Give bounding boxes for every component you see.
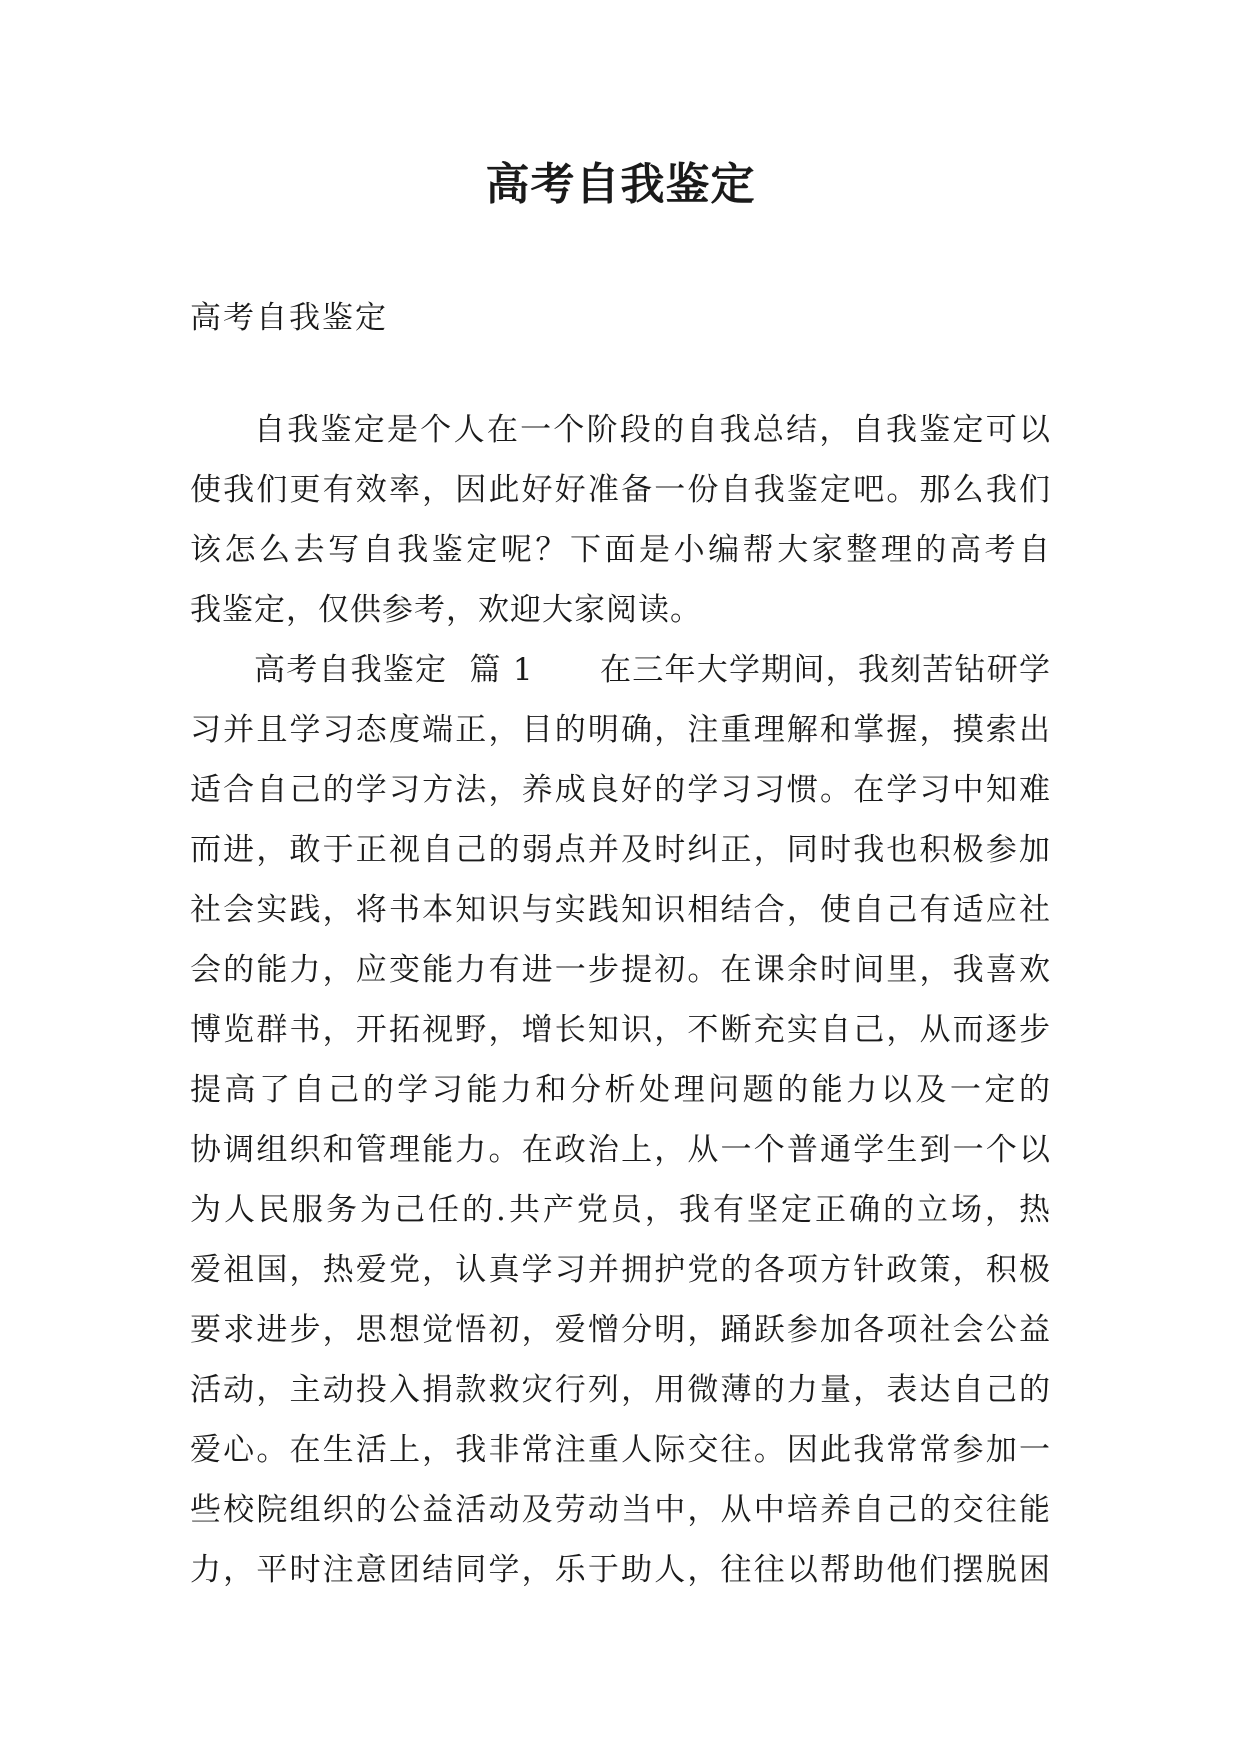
section1-line: 要求进步，思想觉悟初，爱憎分明，踊跃参加各项社会公益: [190, 1312, 1051, 1348]
section1-line: 活动，主动投入捐款救灾行列，用微薄的力量，表达自己的: [190, 1372, 1051, 1408]
section1-line: 协调组织和管理能力。在政治上，从一个普通学生到一个以: [190, 1132, 1051, 1168]
section1-line: 力，平时注意团结同学，乐于助人，往往以帮助他们摆脱困: [190, 1552, 1051, 1588]
section1-line: 爱祖国，热爱党，认真学习并拥护党的各项方针政策，积极: [190, 1252, 1051, 1288]
section1-line: 为人民服务为己任的.共产党员，我有坚定正确的立场，热: [190, 1192, 1051, 1228]
section1-line: 而进，敢于正视自己的弱点并及时纠正，同时我也积极参加: [190, 832, 1051, 868]
intro-line: 自我鉴定是个人在一个阶段的自我总结，自我鉴定可以: [254, 412, 1051, 448]
section1-line: 爱心。在生活上，我非常注重人际交往。因此我常常参加一: [190, 1432, 1051, 1468]
intro-line: 我鉴定，仅供参考，欢迎大家阅读。: [190, 592, 702, 628]
section1-line: 些校院组织的公益活动及劳动当中，从中培养自己的交往能: [190, 1492, 1051, 1528]
section1-line: 高考自我鉴定 篇 1 在三年大学期间，我刻苦钻研学: [254, 652, 1051, 688]
intro-line: 使我们更有效率，因此好好准备一份自我鉴定吧。那么我们: [190, 472, 1051, 508]
section1-line: 提高了自己的学习能力和分析处理问题的能力以及一定的: [190, 1072, 1051, 1108]
section1-line: 适合自己的学习方法，养成良好的学习习惯。在学习中知难: [190, 772, 1051, 808]
document-body: [190, 400, 1051, 1600]
intro-line: 该怎么去写自我鉴定呢？下面是小编帮大家整理的高考自: [190, 532, 1051, 568]
section1-line: 习并且学习态度端正，目的明确，注重理解和掌握，摸索出: [190, 712, 1051, 748]
document-subtitle: 高考自我鉴定: [190, 300, 388, 336]
section1-line: 社会实践，将书本知识与实践知识相结合，使自己有适应社: [190, 892, 1051, 928]
section1-line: 博览群书，开拓视野，增长知识，不断充实自己，从而逐步: [190, 1012, 1051, 1048]
document-title: 高考自我鉴定: [485, 159, 756, 210]
section1-line: 会的能力，应变能力有进一步提初。在课余时间里，我喜欢: [190, 952, 1051, 988]
